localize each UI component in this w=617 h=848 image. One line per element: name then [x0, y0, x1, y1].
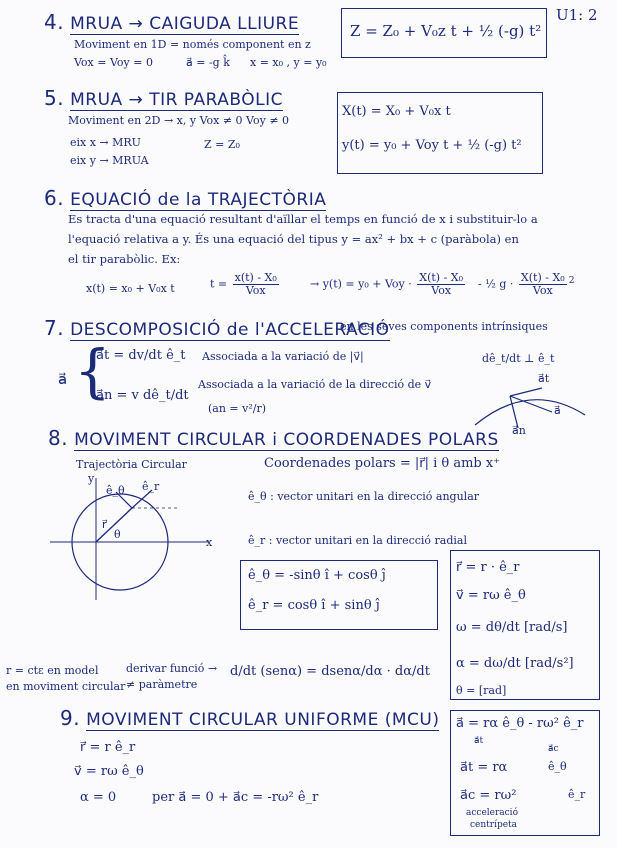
s6-eq-c-fraction: [417, 272, 465, 297]
s8-box1-l1: ê_θ = -sinθ î + cosθ ĵ: [248, 568, 386, 583]
s9-box-sub1: a⃗t: [474, 736, 484, 746]
s8-box2-l2: v⃗ = rω ê_θ: [456, 588, 526, 603]
s7-perp: dê_t/dt ⊥ ê_t: [482, 352, 555, 365]
s9-box-l1: a⃗ = rα ê_θ - rω² ê_r: [456, 716, 584, 731]
s8-note-l1: r = ctε en model: [6, 664, 99, 677]
section-title: DESCOMPOSICIÓ de l'ACCELERACIÓ: [70, 320, 390, 340]
s7-an-eq: (an = v²/r): [208, 402, 267, 415]
section-number: 5.: [44, 86, 65, 110]
s9-box-l5: centrípeta: [470, 820, 518, 830]
s8-note-l2: en moviment circular: [6, 680, 126, 693]
s6-eq-b: [210, 272, 281, 297]
section-title: MOVIMENT CIRCULAR i COORDENADES POLARS: [74, 430, 499, 450]
section-number: 4.: [44, 10, 65, 34]
section-title: EQUACIÓ de la TRAJECTÒRIA: [70, 190, 327, 210]
page-label: U1: 2: [556, 6, 598, 24]
s9-l3a: α = 0: [80, 790, 117, 805]
section-6-heading: [44, 186, 326, 210]
s6-line1: Es tracta d'una equació resultant d'aïllar el temps en funció de x i substituir-lo a: [68, 212, 538, 226]
s7-a-label: a⃗: [58, 370, 68, 388]
s7-fig-a: a⃗: [554, 404, 561, 417]
s8-fig-theta: θ: [114, 528, 121, 541]
s6-line3: el tir parabòlic. Ex:: [68, 252, 181, 266]
s9-l2: v⃗ = rω ê_θ: [74, 764, 144, 779]
section-number: 9.: [60, 706, 81, 730]
s8-fig-y: y: [88, 472, 95, 485]
section-8-heading: [48, 426, 499, 450]
s8-box2-l4: α = dω/dt [rad/s²]: [456, 656, 574, 671]
s6-eq-d-text: - ½ g ·: [478, 277, 514, 291]
s8-traj: Trajectòria Circular: [76, 458, 187, 471]
s9-box-sub2: a⃗c: [548, 744, 559, 754]
section-title: MRUA → TIR PARABÒLIC: [70, 90, 283, 110]
section-9-heading: [60, 706, 439, 730]
s7-an: a⃗n = v dê_t/dt: [96, 388, 189, 403]
s7-subtitle: en les seves components intrínsiques: [340, 320, 548, 333]
s6-line2: l'equació relativa a y. És una equació del tipus y = ax² + bx + c (paràbola) en: [68, 232, 519, 246]
section-title: MOVIMENT CIRCULAR UNIFORME (MCU): [86, 710, 440, 730]
s8-box2-l1: r⃗ = r · ê_r: [456, 560, 520, 575]
s8-box1-l2: ê_r = cosθ î + sinθ ĵ: [248, 598, 380, 613]
section-number: 6.: [44, 186, 65, 210]
s7-an-desc: Associada a la variació de la direcció de v⃗: [198, 378, 432, 391]
s8-fig-r: r⃗: [102, 518, 107, 531]
numerator: X(t) - X₀: [419, 271, 464, 284]
s8-polar: Coordenades polars = |r⃗| i θ amb x⁺: [264, 456, 501, 471]
s5-line1: Moviment en 2D → x, y Vox ≠ 0 Voy ≠ 0: [68, 114, 290, 127]
s6-eq-a: x(t) = x₀ + V₀x t: [86, 282, 175, 295]
s4-line2b: a⃗ = -g k̂: [186, 56, 230, 69]
s6-eq-d-fraction: [519, 272, 567, 297]
s8-e-r: ê_r : vector unitari en la direcció radial: [248, 534, 467, 547]
section-number: 8.: [48, 426, 69, 450]
s6-eq-c-text: → y(t) = y₀ + Voy ·: [310, 277, 412, 291]
s8-box2-l3: ω = dθ/dt [rad/s]: [456, 620, 568, 635]
section-title: MRUA → CAIGUDA LLIURE: [70, 14, 300, 34]
s8-e-theta: ê_θ : vector unitari en la direcció angular: [248, 490, 480, 503]
s5-line2b: Z = Z₀: [204, 138, 240, 151]
numerator: x(t) - X₀: [234, 271, 277, 284]
s4-line2c: x = x₀ , y = y₀: [250, 56, 327, 69]
s9-box-l4: acceleració: [466, 808, 518, 818]
denominator: Vox: [532, 284, 553, 298]
section-5-heading: [44, 86, 283, 110]
s7-brace: {: [74, 337, 111, 405]
s4-line2a: Vox = Voy = 0: [74, 56, 153, 69]
s4-line1: Moviment en 1D = només component en z: [74, 38, 311, 51]
s5-formula2: y(t) = y₀ + Voy t + ½ (-g) t²: [342, 138, 522, 153]
s9-l3b: per a⃗ = 0 + a⃗c = -rω² ê_r: [152, 790, 319, 805]
s7-at: a⃗t = dv/dt ê_t: [96, 348, 186, 363]
s9-box-l3: a⃗c = rω²: [460, 788, 517, 803]
s8-deriv: d/dt (senα) = dsenα/dα · dα/dt: [230, 664, 430, 679]
s8-fig-er: ê_r: [142, 480, 160, 493]
s6-eq-d: - ½ g · $\frac{\text{X(t) - X₀}}{\text{Vox}}$ $^2$: [478, 271, 575, 298]
s7-fig-at: a⃗t: [538, 372, 550, 385]
s6-eq-b-lhs: t =: [210, 277, 228, 291]
s8-note-r2: ≠ paràmetre: [126, 678, 198, 691]
s6-eq-c: [310, 272, 467, 297]
numerator: X(t) - X₀: [520, 271, 565, 284]
s5-line3: eix y → MRUA: [70, 154, 149, 167]
s9-box-l3b: ê_r: [568, 788, 586, 801]
s9-l1: r⃗ = r ê_r: [80, 740, 136, 755]
section-4-heading: [44, 10, 299, 34]
s9-box-l2: a⃗t = rα: [460, 760, 508, 775]
s8-circle-diagram: [40, 470, 220, 610]
s8-fig-x: x: [206, 536, 213, 549]
s6-eq-b-fraction: [233, 272, 279, 297]
s8-box2-l5: θ = [rad]: [456, 684, 507, 697]
s8-note-r1: derivar funció →: [126, 662, 218, 675]
section-number: 7.: [44, 316, 65, 340]
s7-fig-an: a⃗n: [512, 424, 526, 437]
s7-at-desc: Associada a la variació de |v⃗|: [202, 350, 364, 363]
s9-box-l2b: ê_θ: [548, 760, 567, 773]
s5-line2a: eix x → MRU: [70, 136, 141, 149]
denominator: Vox: [431, 284, 452, 298]
denominator: Vox: [245, 284, 266, 298]
s4-formula: Z = Z₀ + V₀z t + ½ (-g) t²: [350, 22, 542, 40]
s5-formula1: X(t) = X₀ + V₀x t: [342, 104, 451, 119]
s8-fig-eth: ê_θ: [106, 484, 125, 497]
